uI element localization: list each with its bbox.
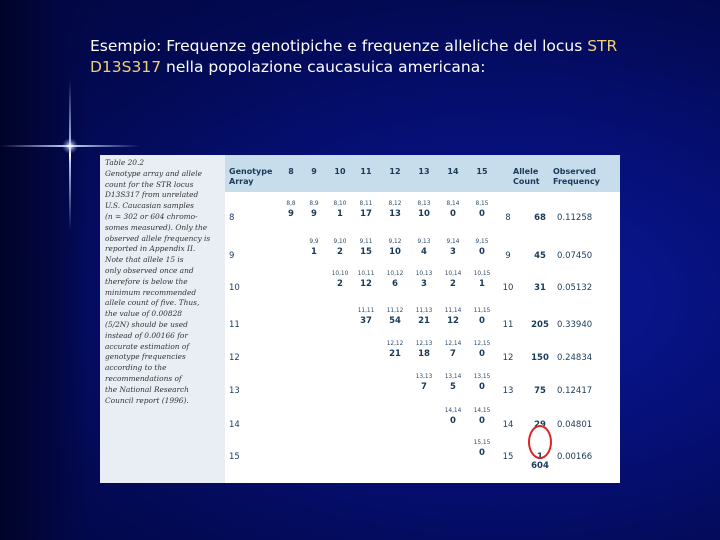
header-genotype-array: Genotype Array xyxy=(229,167,273,186)
genotype-label: 12,15 xyxy=(473,341,491,347)
genotype-count: 0 xyxy=(450,416,456,426)
genotype-count: 9 xyxy=(311,209,317,219)
genotype-label: 9,15 xyxy=(475,239,489,245)
observed-frequency: 0.33940 xyxy=(557,320,593,330)
slide-title xyxy=(90,36,690,78)
row-allele-label: 15 xyxy=(229,452,240,462)
genotype-count: 9 xyxy=(288,209,294,219)
genotype-count: 0 xyxy=(450,209,456,219)
genotype-label: 10,11 xyxy=(357,271,375,277)
genotype-count: 0 xyxy=(479,382,485,392)
table-caption xyxy=(100,155,225,483)
total-allele-count: 604 xyxy=(531,461,549,471)
genotype-count: 3 xyxy=(450,247,456,257)
genotype-label: 8,13 xyxy=(417,201,431,207)
title-part1: Esempio: Frequenze genotipiche e frequenze alleliche del locus xyxy=(90,37,588,55)
caption-line: D13S317 from unrelated xyxy=(105,190,199,200)
allele-count: 205 xyxy=(531,320,549,330)
caption-line: observed allele frequency is xyxy=(105,233,211,243)
caption-line: the National Research xyxy=(105,384,189,394)
row-allele-label: 11 xyxy=(229,320,240,330)
genotype-count: 1 xyxy=(337,209,343,219)
genotype-label: 8,11 xyxy=(359,201,373,207)
genotype-count: 3 xyxy=(421,279,427,289)
header-col-13: 13 xyxy=(418,167,430,176)
genotype-count: 12 xyxy=(360,279,372,289)
genotype-label: 13,14 xyxy=(444,374,462,380)
row-allele-label: 12 xyxy=(229,353,240,363)
allele-repeat: 14 xyxy=(502,420,514,430)
genotype-label: 8,10 xyxy=(333,201,347,207)
genotype-count: 54 xyxy=(389,316,401,326)
genotype-count: 0 xyxy=(479,448,485,458)
row-allele-label: 8 xyxy=(229,213,235,223)
observed-frequency: 0.11258 xyxy=(557,213,593,223)
caption-line: the value of 0.00828 xyxy=(105,309,182,319)
genotype-label: 10,12 xyxy=(386,271,404,277)
allele-count: 31 xyxy=(534,283,546,293)
genotype-count: 6 xyxy=(392,279,398,289)
left-dark-band xyxy=(0,0,90,540)
allele-repeat: 15 xyxy=(502,452,514,462)
caption-line: genotype frequencies xyxy=(105,352,186,362)
caption-line: (5/2N) should be used xyxy=(105,319,188,329)
genotype-count: 0 xyxy=(479,209,485,219)
genotype-count: 12 xyxy=(447,316,459,326)
observed-frequency: 0.05132 xyxy=(557,283,593,293)
genotype-label: 8,15 xyxy=(475,201,489,207)
allele-count: 150 xyxy=(531,353,549,363)
genotype-label: 12,13 xyxy=(415,341,433,347)
header-col-9: 9 xyxy=(311,167,317,176)
row-allele-label: 14 xyxy=(229,420,240,430)
caption-line: Genotype array and allele xyxy=(105,168,202,178)
genotype-label: 14,14 xyxy=(444,408,462,414)
genotype-table xyxy=(225,155,620,483)
caption-line: (n = 302 or 604 chromo- xyxy=(105,211,198,221)
genotype-label: 8,9 xyxy=(309,201,319,207)
genotype-label: 10,14 xyxy=(444,271,462,277)
caption-line: Note that allele 15 is xyxy=(105,255,184,265)
genotype-label: 9,12 xyxy=(388,239,402,245)
genotype-label: 9,14 xyxy=(446,239,460,245)
genotype-count: 10 xyxy=(418,209,430,219)
genotype-count: 10 xyxy=(389,247,401,257)
caption-line: U.S. Caucasian samples xyxy=(105,201,194,211)
observed-frequency: 0.12417 xyxy=(557,386,593,396)
caption-line: minimum recommended xyxy=(105,287,197,297)
genotype-count: 15 xyxy=(360,247,372,257)
genotype-count: 0 xyxy=(479,349,485,359)
genotype-label: 8,8 xyxy=(286,201,296,207)
header-col-8: 8 xyxy=(288,167,294,176)
title-part2: nella popolazione caucasuica americana: xyxy=(161,58,486,76)
genotype-count: 13 xyxy=(389,209,401,219)
header-col-10: 10 xyxy=(334,167,346,176)
genotype-count: 5 xyxy=(450,382,456,392)
allele-repeat: 10 xyxy=(502,283,514,293)
observed-frequency: 0.07450 xyxy=(557,251,593,261)
genotype-count: 7 xyxy=(450,349,456,359)
observed-frequency: 0.04801 xyxy=(557,420,593,430)
allele-repeat: 8 xyxy=(505,213,511,223)
genotype-count: 7 xyxy=(421,382,427,392)
caption-line: therefore is below the xyxy=(105,276,188,286)
genotype-label: 9,13 xyxy=(417,239,431,245)
genotype-label: 10,15 xyxy=(473,271,491,277)
genotype-label: 10,10 xyxy=(331,271,349,277)
caption-line: recommendations of xyxy=(105,373,182,383)
genotype-label: 14,15 xyxy=(473,408,491,414)
genotype-count: 4 xyxy=(421,247,427,257)
allele-count: 45 xyxy=(534,251,546,261)
header-col-14: 14 xyxy=(447,167,459,176)
genotype-count: 37 xyxy=(360,316,372,326)
caption-line: Table 20.2 xyxy=(105,158,145,167)
row-allele-label: 10 xyxy=(229,283,240,293)
header-allele-count: Allele Count xyxy=(513,167,540,186)
header-col-15: 15 xyxy=(476,167,488,176)
header-col-11: 11 xyxy=(360,167,372,176)
genotype-label: 11,11 xyxy=(357,308,375,314)
caption-line: instead of 0.00166 for xyxy=(105,330,188,340)
genotype-count: 1 xyxy=(311,247,317,257)
star-flare-vertical xyxy=(69,80,71,230)
genotype-count: 0 xyxy=(479,247,485,257)
genotype-count: 2 xyxy=(337,279,343,289)
genotype-count: 0 xyxy=(479,416,485,426)
genotype-label: 8,14 xyxy=(446,201,460,207)
genotype-label: 15,15 xyxy=(473,440,491,446)
header-col-12: 12 xyxy=(389,167,401,176)
allele-count: 1 xyxy=(537,452,543,462)
genotype-label: 9,10 xyxy=(333,239,347,245)
genotype-label: 9,9 xyxy=(309,239,319,245)
highlight-circle xyxy=(528,425,552,459)
genotype-count: 18 xyxy=(418,349,430,359)
table-figure xyxy=(100,155,620,483)
caption-line: allele count of five. Thus, xyxy=(105,298,200,308)
genotype-count: 21 xyxy=(389,349,401,359)
genotype-label: 11,14 xyxy=(444,308,462,314)
genotype-label: 11,15 xyxy=(473,308,491,314)
allele-count: 75 xyxy=(534,386,546,396)
genotype-count: 17 xyxy=(360,209,372,219)
genotype-label: 11,13 xyxy=(415,308,433,314)
title-locus: D13S317 xyxy=(90,58,162,76)
header-observed-frequency: Observed Frequency xyxy=(553,167,600,186)
caption-line: count for the STR locus xyxy=(105,179,194,189)
genotype-label: 10,13 xyxy=(415,271,433,277)
allele-repeat: 11 xyxy=(502,320,514,330)
caption-line: accurate estimation of xyxy=(105,341,190,351)
genotype-label: 13,13 xyxy=(415,374,433,380)
allele-count: 29 xyxy=(534,420,546,430)
caption-line: Council report (1996). xyxy=(105,395,189,405)
genotype-count: 21 xyxy=(418,316,430,326)
genotype-count: 2 xyxy=(337,247,343,257)
genotype-label: 11,12 xyxy=(386,308,404,314)
caption-line: reported in Appendix II. xyxy=(105,244,196,254)
genotype-label: 13,15 xyxy=(473,374,491,380)
allele-repeat: 9 xyxy=(505,251,511,261)
allele-count: 68 xyxy=(534,213,546,223)
title-str: STR xyxy=(587,37,618,55)
caption-line: only observed once and xyxy=(105,265,194,275)
genotype-count: 2 xyxy=(450,279,456,289)
genotype-label: 12,12 xyxy=(386,341,404,347)
star-glow xyxy=(62,138,78,154)
genotype-count: 1 xyxy=(479,279,485,289)
observed-frequency: 0.24834 xyxy=(557,353,593,363)
caption-line: according to the xyxy=(105,363,167,373)
genotype-label: 8,12 xyxy=(388,201,402,207)
genotype-label: 9,11 xyxy=(359,239,373,245)
genotype-count: 0 xyxy=(479,316,485,326)
allele-repeat: 12 xyxy=(502,353,514,363)
observed-frequency: 0.00166 xyxy=(557,452,593,462)
allele-repeat: 13 xyxy=(502,386,514,396)
row-allele-label: 13 xyxy=(229,386,240,396)
caption-line: somes measured). Only the xyxy=(105,222,208,232)
row-allele-label: 9 xyxy=(229,251,235,261)
genotype-label: 12,14 xyxy=(444,341,462,347)
